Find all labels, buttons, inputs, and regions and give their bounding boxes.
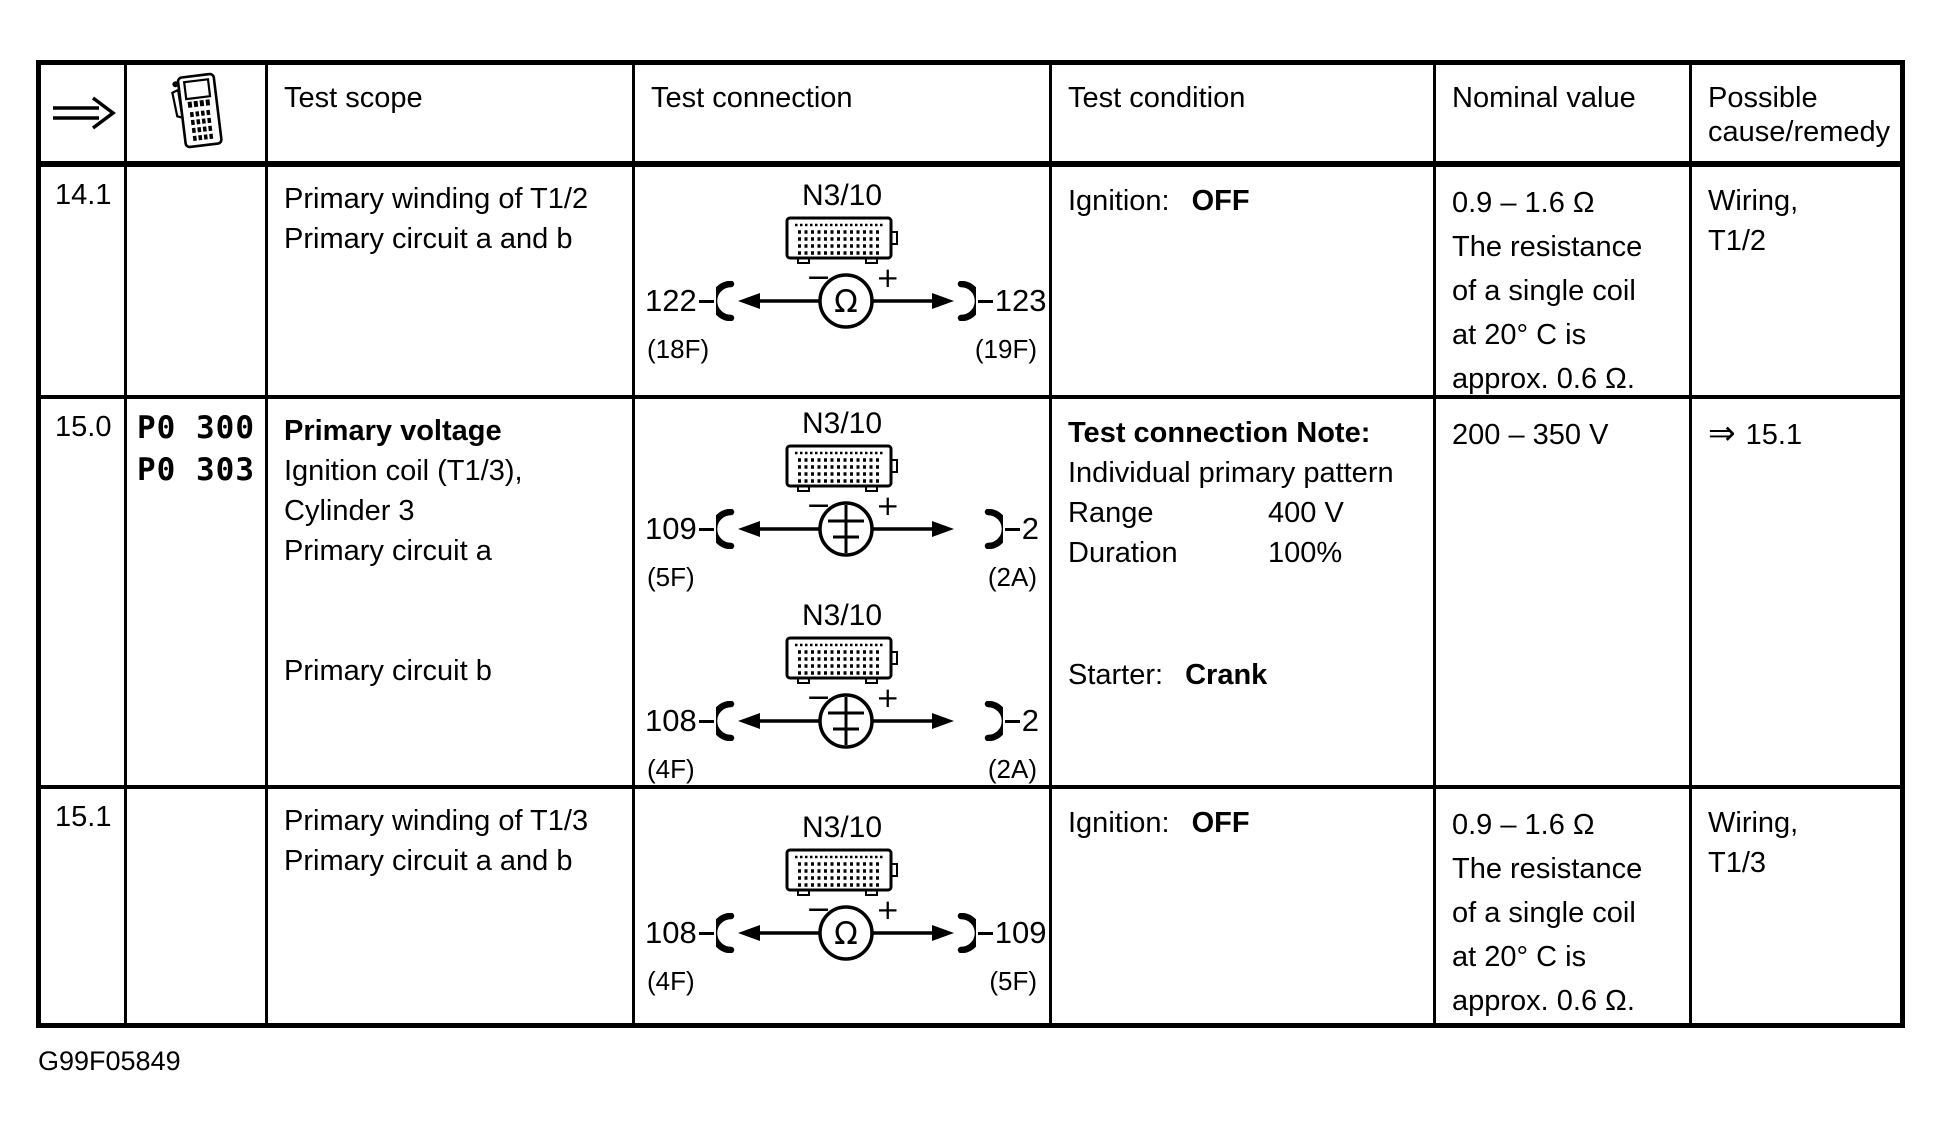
header-test-connection bbox=[632, 65, 1049, 161]
header-label: Test condition bbox=[1068, 82, 1246, 114]
spacer bbox=[284, 571, 622, 651]
plus-symbol: + bbox=[875, 897, 900, 926]
left-pin-number: 122 bbox=[645, 283, 697, 318]
connection-diagram bbox=[645, 179, 1047, 364]
header-label: Test scope bbox=[284, 82, 423, 114]
test-condition-cell bbox=[1049, 161, 1433, 395]
socket-labels bbox=[645, 563, 1039, 591]
cause-line: Wiring, bbox=[1708, 185, 1799, 217]
cause-step-reference: 15.1 bbox=[1745, 419, 1803, 451]
left-socket-label: (18F) bbox=[647, 334, 710, 364]
connection-diagram bbox=[645, 407, 1039, 591]
right-socket-label: (19F) bbox=[974, 334, 1037, 364]
nominal-line: of a single coil bbox=[1452, 275, 1636, 307]
step-cell bbox=[41, 785, 124, 1023]
probe-wire bbox=[699, 720, 714, 723]
nominal-line: at 20° C is bbox=[1452, 941, 1587, 973]
step-cell bbox=[41, 395, 124, 785]
ohm-symbol: Ω bbox=[833, 916, 858, 952]
socket-terminal-icon bbox=[716, 509, 736, 549]
minus-symbol: − bbox=[805, 265, 831, 295]
header-test-scope bbox=[265, 65, 632, 161]
left-socket-label: (4F) bbox=[647, 754, 695, 784]
control-module-connector-icon bbox=[645, 215, 1039, 265]
nominal-line: of a single coil bbox=[1452, 897, 1636, 929]
step-cell bbox=[41, 161, 124, 395]
test-scope-cell bbox=[265, 395, 632, 785]
probe-wire bbox=[1005, 528, 1020, 531]
fault-codes-cell bbox=[124, 395, 265, 785]
possible-cause-cell bbox=[1689, 395, 1900, 785]
nominal-value-cell bbox=[1433, 785, 1689, 1023]
control-module-connector-icon bbox=[645, 443, 1039, 493]
test-condition-cell bbox=[1049, 785, 1433, 1023]
cause-line: T1/3 bbox=[1708, 847, 1767, 879]
scope-line: Primary winding of T1/2 bbox=[284, 183, 589, 215]
probe-wire bbox=[1005, 720, 1020, 723]
left-pin-number: 108 bbox=[645, 703, 697, 738]
socket-labels bbox=[645, 755, 1039, 783]
condition-line bbox=[1068, 181, 1423, 221]
probe-wire bbox=[699, 300, 714, 303]
header-step-column bbox=[41, 65, 124, 161]
socket-terminal-icon bbox=[983, 701, 1003, 741]
header-nominal-value bbox=[1433, 65, 1689, 161]
probe-wire bbox=[978, 300, 993, 303]
double-arrow-icon bbox=[41, 65, 124, 161]
test-scope-cell bbox=[265, 161, 632, 395]
possible-cause-cell bbox=[1689, 785, 1900, 1023]
control-module-connector-icon bbox=[645, 847, 1039, 897]
socket-terminal-icon bbox=[956, 281, 976, 321]
left-socket-label: (4F) bbox=[647, 966, 695, 996]
minus-symbol: − bbox=[805, 493, 831, 523]
plus-symbol: + bbox=[875, 265, 900, 294]
parameter-value: 400 V bbox=[1268, 497, 1344, 529]
left-pin-number: 109 bbox=[645, 511, 697, 546]
module-label: N3/10 bbox=[801, 407, 883, 440]
header-label: Test connection bbox=[651, 82, 853, 114]
right-pin-number: 2 bbox=[1021, 511, 1039, 546]
condition-parameter bbox=[1068, 533, 1423, 573]
scope-line: Primary circuit a and b bbox=[284, 845, 573, 877]
oscilloscope-icon bbox=[736, 685, 956, 757]
condition-label: Ignition: bbox=[1068, 807, 1170, 839]
scope-title: Primary voltage bbox=[284, 415, 502, 447]
scope-line: Primary circuit a and b bbox=[284, 223, 573, 255]
connection-diagram bbox=[645, 599, 1039, 783]
condition-label: Ignition: bbox=[1068, 185, 1170, 217]
left-socket-label: (5F) bbox=[647, 562, 695, 592]
goto-arrow-icon: ⇒ bbox=[1708, 413, 1736, 452]
fault-codes-cell bbox=[124, 161, 265, 395]
scope-line: Primary circuit a bbox=[284, 535, 492, 567]
test-connection-cell bbox=[632, 395, 1049, 785]
condition-label: Starter: bbox=[1068, 659, 1164, 691]
condition-value: OFF bbox=[1191, 185, 1250, 217]
socket-terminal-icon bbox=[716, 701, 736, 741]
nominal-line: The resistance bbox=[1452, 853, 1643, 885]
nominal-line: 0.9 – 1.6 Ω bbox=[1452, 809, 1595, 841]
right-probe bbox=[956, 913, 1047, 953]
step-number: 15.1 bbox=[55, 801, 112, 833]
module-label: N3/10 bbox=[801, 179, 883, 212]
module-label: N3/10 bbox=[801, 811, 883, 844]
condition-line bbox=[1068, 655, 1423, 695]
condition-value: Crank bbox=[1185, 659, 1268, 691]
probe-wire bbox=[699, 528, 714, 531]
meter-row bbox=[645, 685, 1039, 757]
meter-row bbox=[645, 897, 1047, 969]
left-probe bbox=[645, 701, 736, 741]
module-label: N3/10 bbox=[801, 599, 883, 632]
nominal-line: at 20° C is bbox=[1452, 319, 1587, 351]
nominal-line: 0.9 – 1.6 Ω bbox=[1452, 187, 1595, 219]
test-condition-cell bbox=[1049, 395, 1433, 785]
scope-line: Primary winding of T1/3 bbox=[284, 805, 589, 837]
condition-line bbox=[1068, 803, 1423, 843]
header-label: Nominal value bbox=[1452, 82, 1636, 114]
right-pin-number: 109 bbox=[994, 915, 1047, 950]
socket-terminal-icon bbox=[716, 281, 736, 321]
left-probe bbox=[645, 509, 736, 549]
nominal-line: The resistance bbox=[1452, 231, 1643, 263]
condition-parameter bbox=[1068, 493, 1423, 533]
possible-cause-cell bbox=[1689, 161, 1900, 395]
header-possible-cause bbox=[1689, 65, 1900, 161]
oscilloscope-icon bbox=[736, 493, 956, 565]
left-probe bbox=[645, 913, 736, 953]
socket-terminal-icon bbox=[956, 913, 976, 953]
right-pin-number: 123 bbox=[994, 283, 1047, 318]
parameter-name: Duration bbox=[1068, 537, 1178, 569]
ohm-symbol: Ω bbox=[833, 284, 858, 320]
right-socket-label: (5F) bbox=[989, 966, 1037, 996]
right-pin-number: 2 bbox=[1021, 703, 1039, 738]
test-connection-cell bbox=[632, 161, 1049, 395]
figure-code: G99F05849 bbox=[38, 1046, 181, 1076]
plus-symbol: + bbox=[875, 685, 900, 714]
ohmmeter-icon bbox=[736, 265, 956, 337]
right-probe bbox=[983, 509, 1039, 549]
right-probe bbox=[956, 281, 1047, 321]
cause-line: Wiring, bbox=[1708, 807, 1799, 839]
socket-terminal-icon bbox=[983, 509, 1003, 549]
step-number: 15.0 bbox=[55, 411, 112, 443]
cause-line bbox=[1708, 413, 1892, 455]
nominal-line: 200 – 350 V bbox=[1452, 419, 1609, 451]
probe-wire bbox=[978, 932, 993, 935]
control-module-connector-icon bbox=[645, 635, 1039, 685]
right-probe bbox=[983, 701, 1039, 741]
scope-line: Ignition coil (T1/3), bbox=[284, 455, 523, 487]
fault-code: P0 300 bbox=[137, 410, 255, 446]
right-socket-label: (2A) bbox=[987, 562, 1037, 592]
cause-line: T1/2 bbox=[1708, 225, 1767, 257]
spacer bbox=[1068, 573, 1423, 655]
left-pin-number: 108 bbox=[645, 915, 697, 950]
minus-symbol: − bbox=[805, 897, 831, 927]
parameter-value: 100% bbox=[1268, 537, 1343, 569]
ohmmeter-icon bbox=[736, 897, 956, 969]
step-number: 14.1 bbox=[55, 179, 112, 211]
test-scope-cell bbox=[265, 785, 632, 1023]
fault-codes-cell bbox=[124, 785, 265, 1023]
meter-row bbox=[645, 265, 1047, 337]
test-connection-cell bbox=[632, 785, 1049, 1023]
header-label: Possible cause/remedy bbox=[1708, 82, 1891, 148]
header-test-condition bbox=[1049, 65, 1433, 161]
scope-line: Primary circuit b bbox=[284, 655, 492, 687]
nominal-line: approx. 0.6 Ω. bbox=[1452, 985, 1635, 1017]
parameter-name: Range bbox=[1068, 497, 1154, 529]
socket-labels bbox=[645, 335, 1039, 363]
nominal-value-cell bbox=[1433, 161, 1689, 395]
left-probe bbox=[645, 281, 736, 321]
meter-row bbox=[645, 493, 1039, 565]
header-tester-column bbox=[124, 65, 265, 161]
condition-note-text: Individual primary pattern bbox=[1068, 457, 1394, 489]
condition-value: OFF bbox=[1191, 807, 1250, 839]
connection-diagram bbox=[645, 811, 1047, 996]
nominal-line: approx. 0.6 Ω. bbox=[1452, 363, 1635, 395]
diagnostic-test-table bbox=[36, 60, 1905, 1028]
plus-symbol: + bbox=[875, 493, 900, 522]
probe-wire bbox=[699, 932, 714, 935]
handheld-tester-icon bbox=[127, 65, 265, 161]
fault-code: P0 303 bbox=[137, 452, 255, 488]
scope-line: Cylinder 3 bbox=[284, 495, 415, 527]
condition-note-title: Test connection Note: bbox=[1068, 417, 1371, 449]
right-socket-label: (2A) bbox=[987, 754, 1037, 784]
minus-symbol: − bbox=[805, 685, 831, 715]
nominal-value-cell bbox=[1433, 395, 1689, 785]
socket-labels bbox=[645, 967, 1039, 995]
socket-terminal-icon bbox=[716, 913, 736, 953]
